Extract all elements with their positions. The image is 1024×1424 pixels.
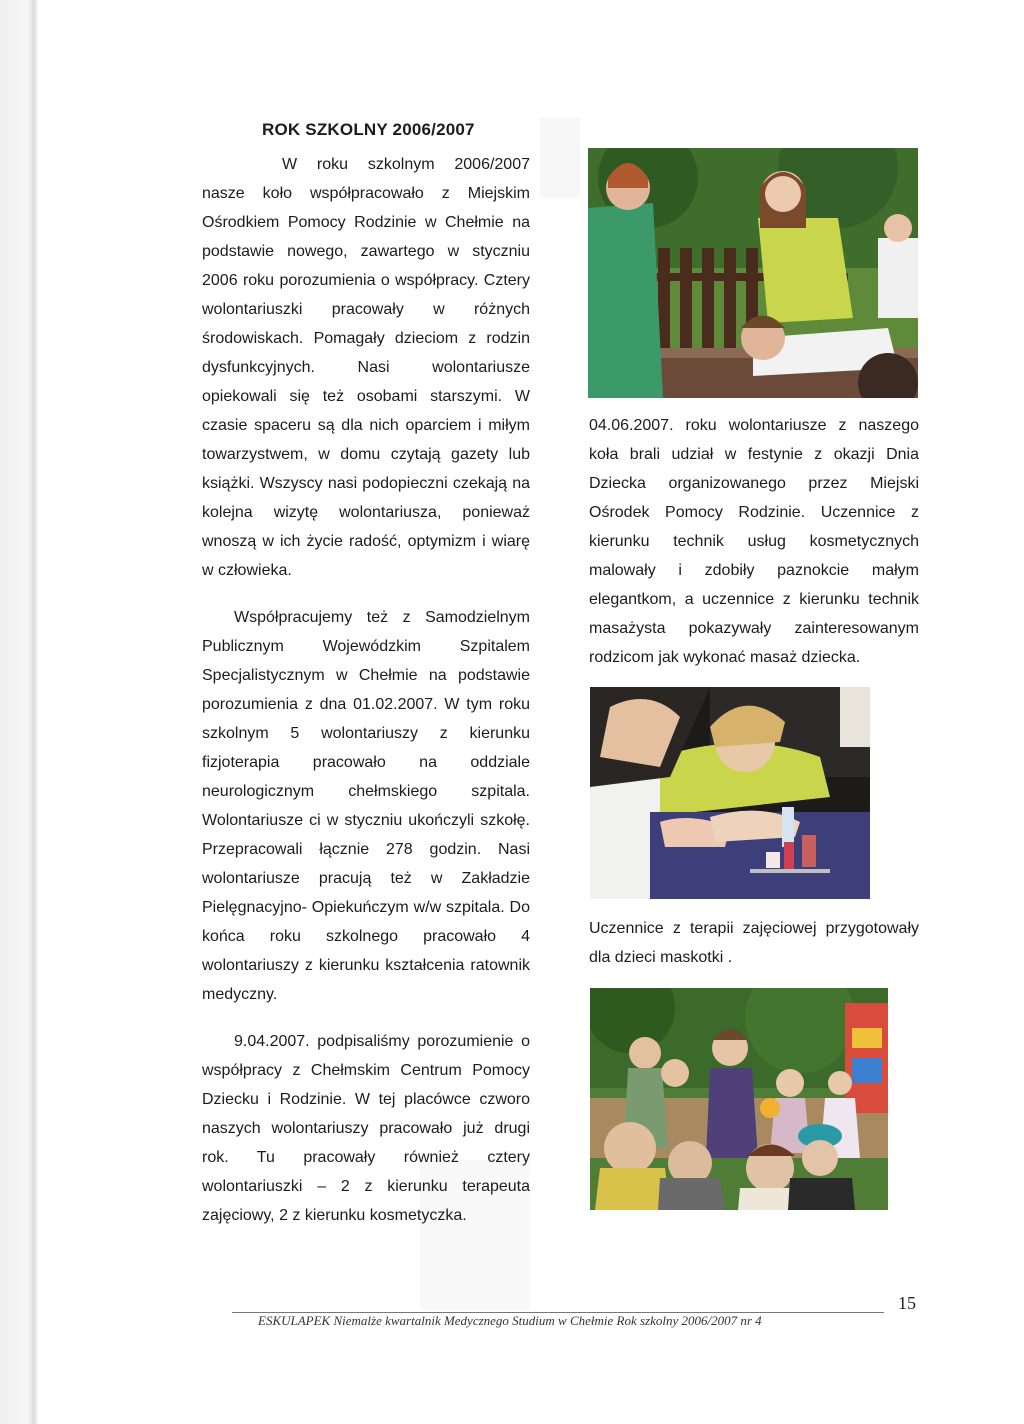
paragraph-mops: W roku szkolnym 2006/2007 nasze koło współpracowało z Miejskim Ośrodkiem Pomocy Rodzinie w Chełmie na podstawie nowego, zawartego w styczniu 2006 roku porozumienia o współpracy. Cztery wolontariuszki pracowały w różnych środowiskach. Pomagały dzieciom z rodzin dysfunkcyjnych. Nasi wolontariusze opiekowali się też osobami starszymi. W czasie spaceru są dla nich oparciem i miłym towarzystwem, w domu czytają gazety lub książki. Wszyscy nasi podopieczni czekają na kolejna wizytę wolontariusza, ponieważ wnoszą w ich życie radość, optymizm i wiarę w człowieka.: [202, 156, 530, 579]
photo-nail-painting: [590, 687, 870, 899]
left-column: [202, 150, 530, 1230]
paragraph-family-center: 9.04.2007. podpisaliśmy porozumienie o współpracy z Chełmskim Centrum Pomocy Dziecku i Rodzinie. W tej placówce czworo naszych wolontariuszy pracowało już drugi rok. Tu pracowały również cztery wolontariuszki – 2 z kierunku terapeuta zajęciowy, 2 z kierunku kosmetyczka.: [202, 1033, 530, 1224]
section-heading: ROK SZKOLNY 2006/2007: [262, 120, 475, 139]
right-column-caption-2: [589, 914, 919, 972]
caption-mascots: Uczennice z terapii zajęciowej przygotowały dla dzieci maskotki .: [589, 920, 919, 966]
paragraph-hospital: Współpracujemy też z Samodzielnym Publicznym Wojewódzkim Szpitalem Specjalistycznym w Chełmie na podstawie porozumienia z dna 01.02.2007. W tym roku szkolnym 5 wolontariuszy z kierunku fizjoterapia pracowało na oddziale neurologicznym chełmskiego szpitala. Wolontariusze ci w styczniu ukończyli szkołę. Przepracowali łącznie 278 godzin. Nasi wolontariusze pracują też w Zakładzie Pielęgnacyjno- Opiekuńczym w/w szpitala. Do końca roku szkolnego pracowało 4 wolontariuszy z kierunku kształcenia ratownik medyczny.: [202, 609, 530, 1003]
scan-binding-edge: [0, 0, 38, 1424]
show-through-shadow: [540, 118, 580, 198]
photo-festival-massage: [588, 148, 918, 398]
photo-children-mascots: [590, 988, 888, 1210]
caption-festival: 04.06.2007. roku wolontariusze z naszego koła brali udział w festynie z okazji Dnia Dziecka organizowanego przez Miejski Ośrodek Pomocy Rodzinie. Uczennice z kierunku technik usług kosmetycznych malowały i zdobiły paznokcie małym elegantkom, a uczennice z kierunku technik masażysta pokazywały zainteresowanym rodzicom jak wykonać masaż dziecka.: [589, 417, 919, 666]
footer-publication: ESKULAPEK Niemalże kwartalnik Medycznego Studium w Chełmie Rok szkolny 2006/2007 nr 4: [258, 1313, 762, 1328]
right-column-caption-1: [589, 411, 919, 672]
page-number: 15: [898, 1293, 916, 1313]
